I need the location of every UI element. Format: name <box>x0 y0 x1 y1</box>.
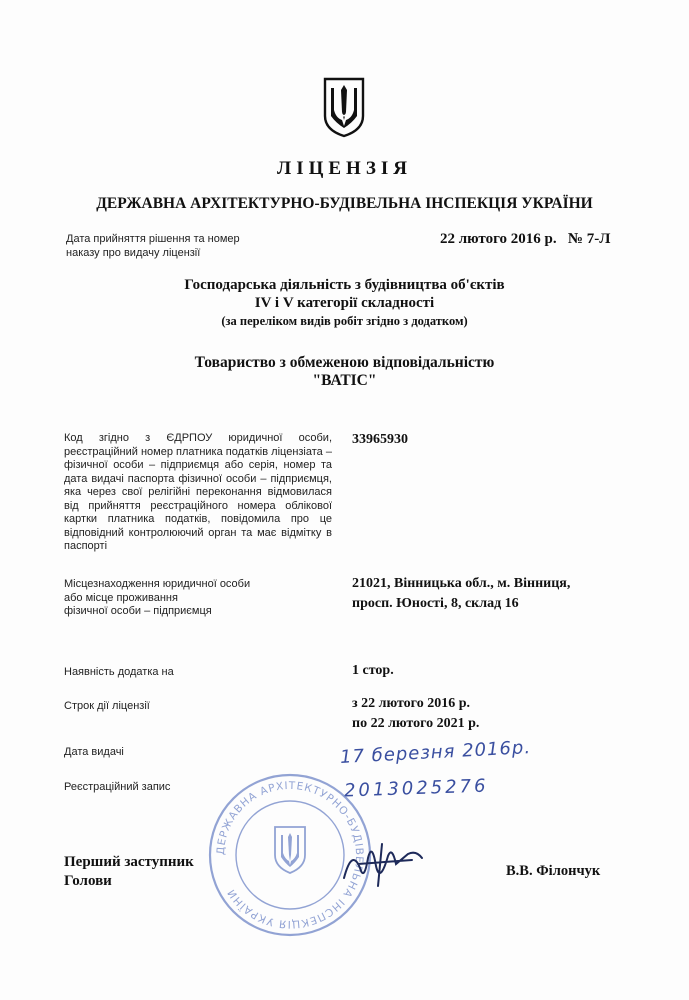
registry-label: Реєстраційний запис <box>64 781 171 793</box>
company-name: Товариство з обмеженою відповідальністю "ВАТІС" <box>194 354 495 389</box>
signer-title: Перший заступник Голови <box>64 854 194 889</box>
decision-label: Дата прийняття рішення та номер наказу про видачу ліцензії <box>66 233 240 259</box>
decision-value: 22 лютого 2016 р. № 7-Л <box>440 231 611 247</box>
signature <box>338 838 426 890</box>
term-label: Строк дії ліцензії <box>64 700 150 712</box>
code-value: 33965930 <box>352 432 408 447</box>
license-title: ЛІЦЕНЗІЯ <box>277 158 412 179</box>
authority-name: ДЕРЖАВНА АРХІТЕКТУРНО-БУДІВЕЛЬНА ІНСПЕКЦІЯ УКРАЇНИ <box>96 195 593 212</box>
trident-emblem-icon <box>322 76 366 138</box>
issue-date-label: Дата видачі <box>64 746 124 758</box>
term-value: з 22 лютого 2016 р. по 22 лютого 2021 р. <box>352 696 480 731</box>
location-label: Місцезнаходження юридичної особи або місце проживання фізичної особи – підприємця <box>64 578 251 617</box>
issue-date-value: 17 березня 2016р. <box>339 737 532 768</box>
activity-block: Господарська діяльність з будівництва об'єктів IV і V категорії складності (за переліком видів робіт згідно з додатком) <box>184 277 505 328</box>
location-value: 21021, Вінницька обл., м. Вінниця, просп. Юності, 8, склад 16 <box>352 576 571 611</box>
stamp-trident-icon <box>275 827 305 873</box>
appendix-label: Наявність додатка на <box>64 666 174 678</box>
code-label: Код згідно з ЄДРПОУ юридичної особи, реєстраційний номер платника податків ліцензіата – фізичної особи – підприємця або серія, номер та дата видачі паспорта фізичної особи – підприємця, яка через свої релігійні переконання відмовилася від прийняття реєстраційного номера облікової картки платника податків, повідомила про це відповідний контролюючий орган та має відмітку в паспорті <box>64 432 332 552</box>
appendix-value: 1 стор. <box>352 663 394 678</box>
svg-text:ДЕРЖАВНА АРХІТЕКТУРНО-БУДІВЕЛЬ: ДЕРЖАВНА АРХІТЕКТУРНО-БУДІВЕЛЬНА ІНСПЕКЦІЯ УКРАЇНИ <box>214 779 366 931</box>
signer-name: В.В. Філончук <box>506 863 601 879</box>
registry-value: 2013025276 <box>343 775 489 802</box>
